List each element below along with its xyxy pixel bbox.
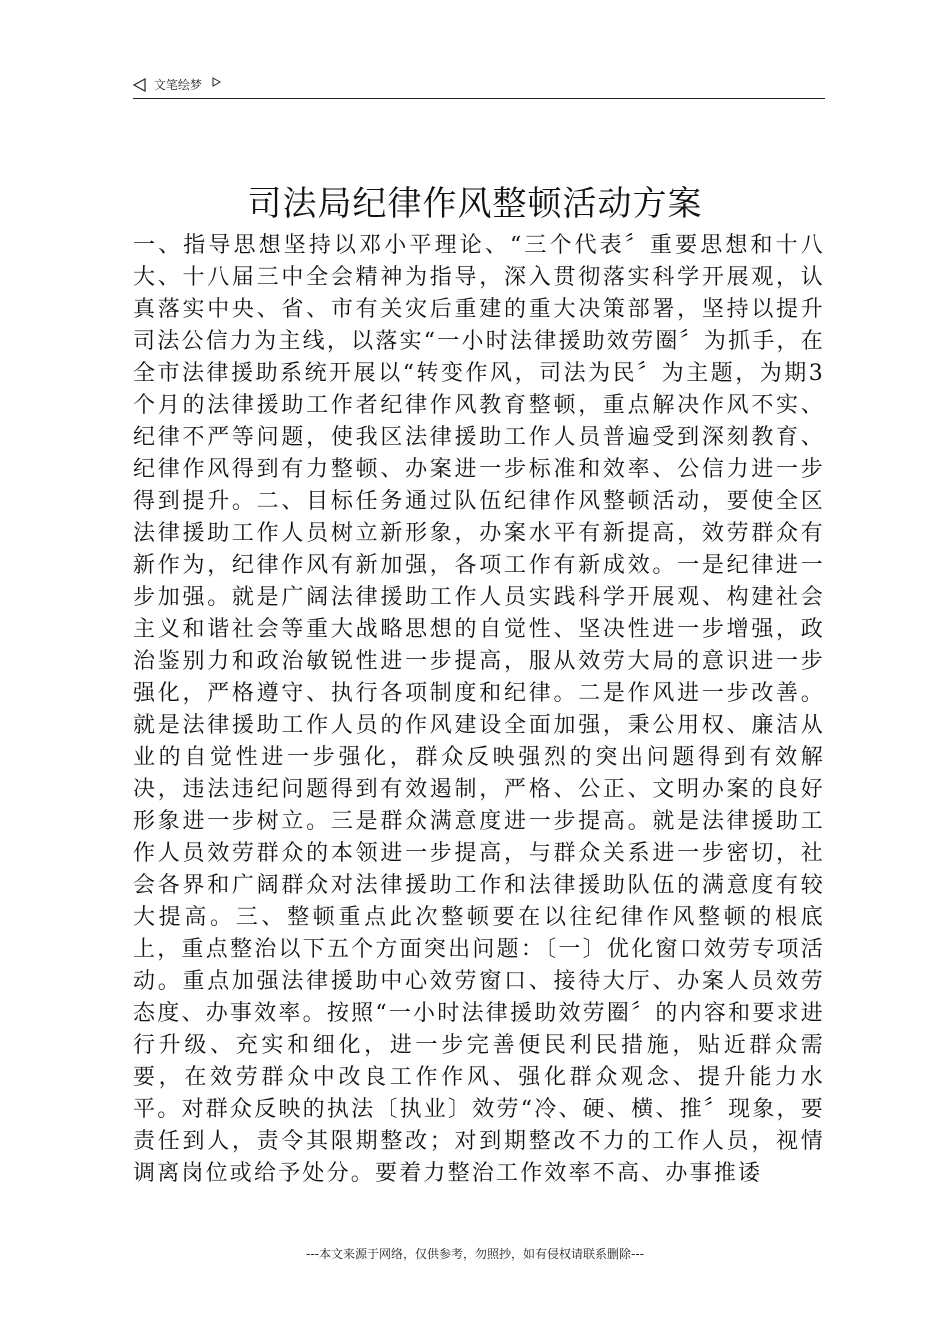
triangle-left-outline-icon	[133, 78, 146, 92]
triangle-right-outline-icon	[212, 77, 221, 87]
document-body: 一、指导思想坚持以邓小平理论、“三个代表〞重要思想和十八大、十八届三中全会精神为指导，深入贯彻落实科学开展观，认真落实中央、省、市有关灾后重建的重大决策部署，坚持以提升司法公信力为主线，以落实“一小时法律援助效劳圈〞为抓手，在全市法律援助系统开展以“转变作风，司法为民〞为主题，为期3个月的法律援助工作者纪律作风教育整顿，重点解决作风不实、纪律不严等问题，使我区法律援助工作人员普遍受到深刻教育、纪律作风得到有力整顿、办案进一步标准和效率、公信力进一步得到提升。二、目标任务通过队伍纪律作风整顿活动，要使全区法律援助工作人员树立新形象，办案水平有新提高，效劳群众有新作为，纪律作风有新加强，各项工作有新成效。一是纪律进一步加强。就是广阔法律援助工作人员实践科学开展观、构建社会主义和谐社会等重大战略思想的自觉性、坚决性进一步增强，政治鉴别力和政治敏锐性进一步提高，服从效劳大局的意识进一步强化，严格遵守、执行各项制度和纪律。二是作风进一步改善。就是法律援助工作人员的作风建设全面加强，秉公用权、廉洁从业的自觉性进一步强化，群众反映强烈的突出问题得到有效解决，违法违纪问题得到有效遏制，严格、公正、文明办案的良好形象进一步树立。三是群众满意度进一步提高。就是法律援助工作人员效劳群众的本领进一步提高，与群众关系进一步密切，社会各界和广阔群众对法律援助工作和法律援助队伍的满意度有较大提高。三、整顿重点此次整顿要在以往纪律作风整顿的根底上，重点整治以下五个方面突出问题：〔一〕优化窗口效劳专项活动。重点加强法律援助中心效劳窗口、接待大厅、办案人员效劳态度、办事效率。按照“一小时法律援助效劳圈〞的内容和要求进行升级、充实和细化，进一步完善便民利民措施，贴近群众需要，在效劳群众中改良工作作风、强化群众观念、提升能力水平。对群众反映的执法〔执业〕效劳“冷、硬、横、推〞现象，要责任到人，责令其限期整改；对到期整改不力的工作人员，视情调离岗位或给予处分。要着力整治工作效率不高、办事推诿	[133, 233, 825, 1186]
header-brand: 文笔绘梦	[153, 78, 202, 92]
page-footer-disclaimer: ---本文来源于网络，仅供参考，勿照抄，如有侵权请联系删除---	[306, 1247, 644, 1261]
page-header	[133, 76, 825, 99]
document-title: 司法局纪律作风整顿活动方案	[247, 184, 703, 224]
